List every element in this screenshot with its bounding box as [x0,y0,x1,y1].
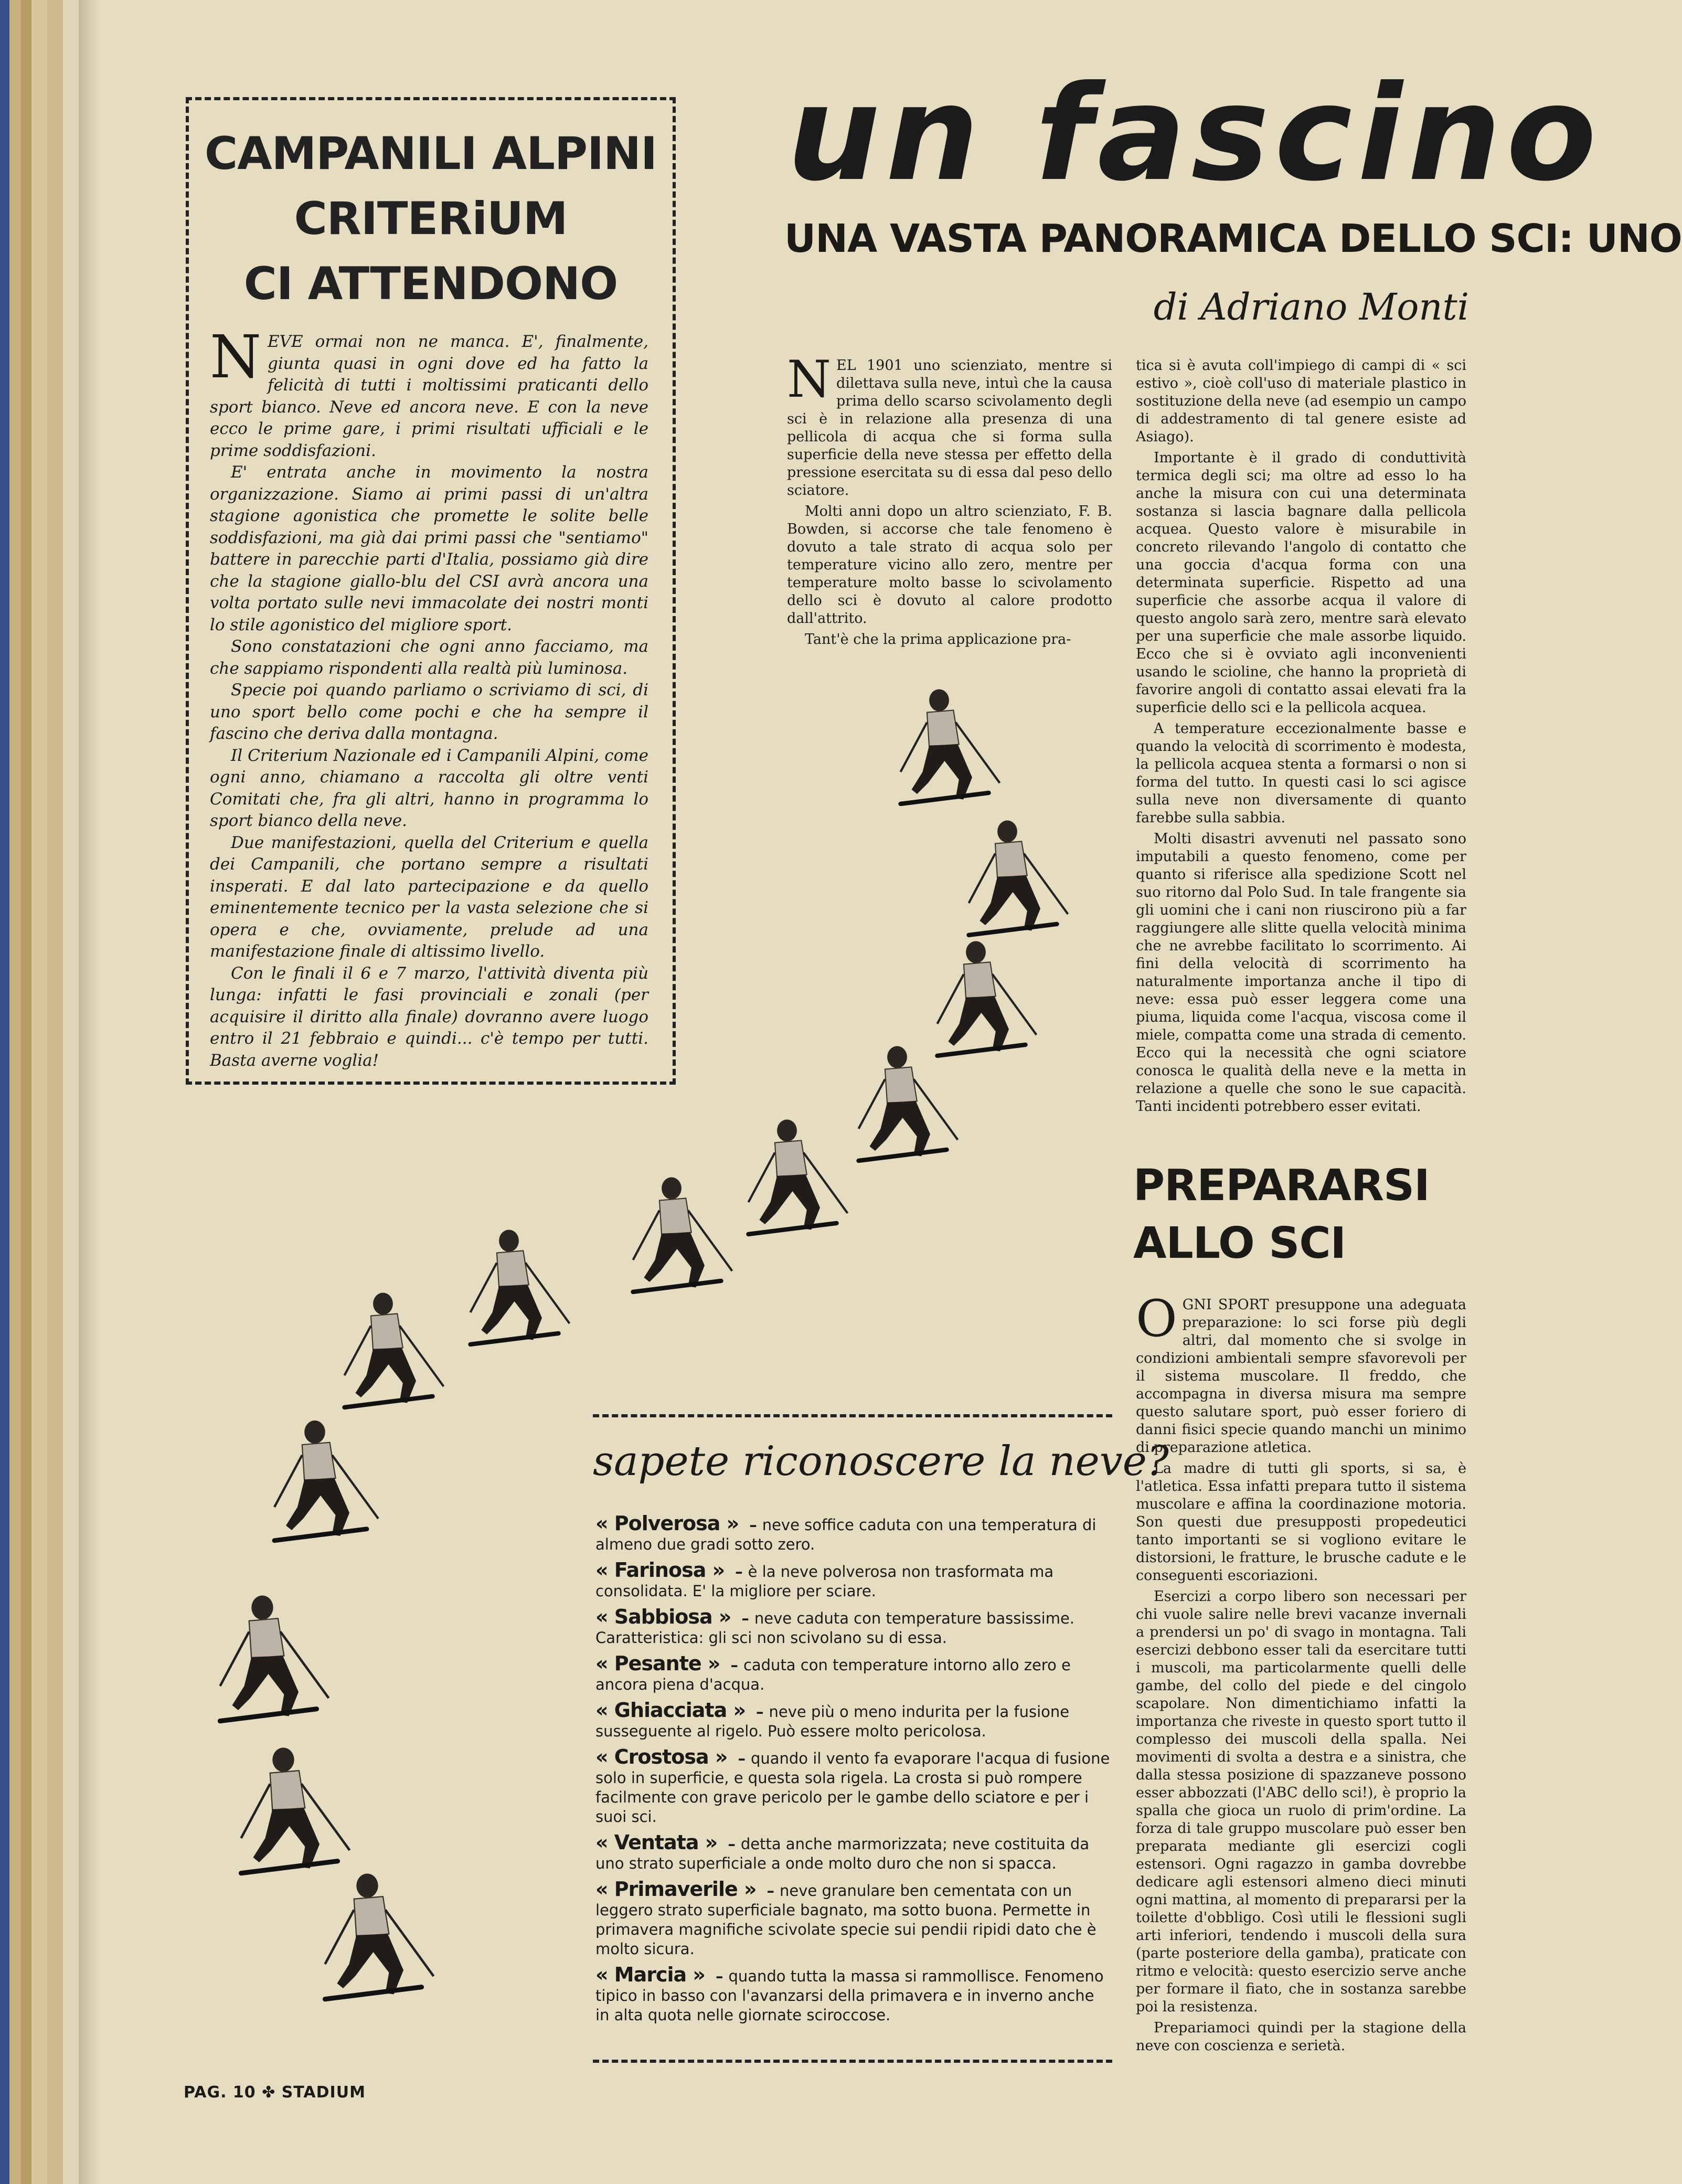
skier-figure [274,1420,378,1541]
prepararsi-paragraph: La madre di tutti gli sports, si sa, è l'atletica. Essa infatti prepara tutto il sistema muscolare e affina la coordinazione motoria. Son questi due presupposti propedeutici tanto importanti se si vogliono evitare le distorsioni, le fratture, le brusche cadute e le conseguenti escoriazioni. [1136,1460,1466,1584]
prepararsi-paragraph: Prepariamoci quindi per la stagione della neve con coscienza e serietà. [1136,2020,1466,2054]
prepararsi-title-line: ALLO SCI [1133,1218,1346,1268]
editorial-paragraph: Con le finali il 6 e 7 marzo, l'attività diventa più lunga: infatti le fasi provinciali e zonali (per acquisire il diritto alla finale) dovranno avere luogo entro il 21 febbraio e quindi... c'è tempo per tutti. Basta averne voglia! [210,963,648,1070]
magazine-binding [0,0,79,2184]
editorial-title [189,121,673,316]
snow-type-item: « Marcia » – quando tutta la massa si rammollisce. Fenomeno tipico in basso con l'avanzarsi della primavera e in inverno anche in alta quota nelle giornate sciroccose. [595,1963,1104,2024]
skier-figure [241,1748,350,1873]
editorial-box [186,97,676,1085]
editorial-paragraph: Specie poi quando parliamo o scriviamo di sci, di uno sport bello come pochi e che ha sempre il fascino che deriva dalla montagna. [210,681,648,743]
prepararsi-paragraph: OGNI SPORT presuppone una adeguata preparazione: lo sci forse più degli altri, dal momento che si svolge in condizioni ambientali sempre sfavorevoli per il sistema muscolare. Il freddo, che accompagna in diversa misura ma sempre questo salutare sport, può esser foriero di danni fisici specie quando manchi un minimo di preparazione atletica. [1136,1289,1466,1456]
skier-figure [471,1230,570,1344]
snow-type-item: « Ghiacciata » – neve più o meno indurita per la fusione susseguente al rigelo. Può essere molto pericolosa. [595,1699,1070,1740]
article-paragraph: Importante è il grado di conduttività termica degli sci; ma oltre ad esso lo ha anche la misura con cui una determinata sostanza si lascia bagnare dalla pellicola acquea. Questo valore è misurabile in concreto rilevando l'angolo di contatto che una goccia d'acqua forma con una determinata superficie. Rispetto ad una superficie che assorbe acqua il valore di questo angolo sarà zero, mentre sarà elevato per una superficie che male assorbe liquido. Ecco che si è ovviato agli inconvenienti usando le scioline, che hanno la proprietà di favorire angoli di contatto assai elevati fra la superficie dello sci e la pellicola acquea. [1136,450,1466,716]
sapete-top-rule [593,1414,1112,1417]
skier-figure [345,1293,444,1407]
skier-figure [220,1596,329,1721]
snow-type-item: « Polverosa » – neve soffice caduta con una temperatura di almeno due gradi sotto zero. [595,1512,1097,1553]
snow-types-list [595,1514,1112,2031]
skier-figure [938,941,1037,1056]
skier-figure [901,690,1000,804]
editorial-paragraph: Sono constatazioni che ogni anno facciamo, ma che sappiamo rispondenti alla realtà più luminosa. [210,637,648,678]
page-gutter-shadow [79,0,100,2184]
sapete-title: sapete riconoscere la neve? [593,1438,1169,1485]
editorial-paragraph: NEVE ormai non ne manca. E', finalmente, giunta quasi in ogni dove ed ha fatto la felicità di tutti i moltissimi praticanti dello sport bianco. Neve ed ancora neve. E con la neve ecco le prime gare, i primi risultati ufficiali e le prime soddisfazioni. [210,323,648,460]
article-subhead: UNA VASTA PANORAMICA DELLO SCI: UNO [784,216,1682,261]
prepararsi-title-line: PREPARARSI [1133,1161,1430,1211]
skier-figure [859,1046,958,1161]
prepararsi-column [1136,1289,1466,2058]
drop-cap: N [210,323,261,391]
snow-type-item: « Sabbiosa » – neve caduta con temperature bassissime. Caratteristica: gli sci non scivolano su di essa. [595,1605,1075,1647]
article-paragraph: NEL 1901 uno scienziato, mentre si dilettava sulla neve, intuì che la causa prima dello scarso scivolamento degli sci è in relazione alla presenza di una pellicola di acqua che si forma sulla superficie della neve stessa per effetto della pressione esercitata su di essa dal peso dello sciatore. [787,350,1112,499]
skier-figure [633,1178,732,1292]
snow-type-item: « Crostosa » – quando il vento fa evaporare l'acqua di fusione solo in superficie, e questa sola rigela. La crosta si può rompere facilmente con grave pericolo per le gambe dello sciatore e per i suoi sci. [595,1745,1110,1826]
editorial-paragraph: Due manifestazioni, quella del Criterium e quella dei Campanili, che portano sempre a risultati insperati. E dal lato partecipazione e da quello eminentemente tecnico per la vasta selezione che si opera e che, ovviamente, prelude ad una manifestazione finale di altissimo livello. [210,833,648,961]
editorial-title-line: CRITERiUM [294,193,568,245]
skier-figure [969,821,1068,935]
article-paragraph: Molti anni dopo un altro scienziato, F. B. Bowden, si accorse che tale fenomeno è dovuto a tale strato di acqua solo per temperature vicino allo zero, mentre per temperature molto basse lo scivolamento dello sci è dovuto al calore prodotto dall'attrito. [787,503,1112,627]
skier-figure [325,1874,434,1999]
editorial-title-line: CAMPANILI ALPINI [204,128,657,180]
snow-type-item: « Farinosa » – è la neve polverosa non trasformata ma consolidata. E' la migliore per sciare. [595,1559,1054,1600]
prepararsi-title [1133,1157,1469,1273]
article-paragraph: A temperature eccezionalmente basse e quando la velocità di scorrimento è modesta, la pellicola acquea stenta a formarsi o non si forma del tutto. In questi casi lo sci agisce sulla neve non diversamente di quanto farebbe sulla sabbia. [1136,720,1466,826]
article-paragraph: Tant'è che la prima applicazione pra- [805,631,1071,648]
snow-type-item: « Ventata » – detta anche marmorizzata; neve costituita da uno strato superficiale a onde molto duro che non si spacca. [595,1831,1090,1872]
editorial-body [210,323,648,1072]
editorial-paragraph: E' entrata anche in movimento la nostra organizzazione. Siamo ai primi passi di un'altra stagione agonistica che promette le solite belle soddisfazioni, ma già dai primi passi che "sentiamo" battere in parecchie parti d'Italia, possiamo già dire che la stagione giallo-blu del CSI avrà ancora una volta portato sulle nevi immacolate dei nostri monti lo stile agonistico del migliore sport. [210,463,648,634]
drop-cap: O [1136,1289,1177,1348]
snow-type-item: « Primaverile » – neve granulare ben cementata con un leggero strato superficiale bagnato, ma sotto buona. Permette in primavera magnifiche scivolate specie sui pendii ripidi dato che è molto sicura. [595,1878,1097,1958]
snow-type-item: « Pesante » – caduta con temperature intorno allo zero e ancora piena d'acqua. [595,1652,1071,1693]
page-footer: PAG. 10 ✤ STADIUM [184,2083,366,2102]
article-column-1 [787,350,1112,652]
editorial-title-line: CI ATTENDONO [243,258,618,310]
editorial-paragraph: Il Criterium Nazionale ed i Campanili Alpini, come ogni anno, chiamano a raccolta gli oltre venti Comitati che, fra gli altri, hanno in programma lo sport bianco della neve. [210,746,648,830]
drop-cap: N [787,350,831,409]
article-headline: un fascino [787,57,1602,210]
skier-figure [749,1120,848,1234]
article-paragraph: tica si è avuta coll'impiego di campi di « sci estivo », cioè coll'uso di materiale plastico in sostituzione della neve (ad esempio un campo di addestramento di tal genere esiste ad Asiago). [1136,357,1466,445]
prepararsi-paragraph: Esercizi a corpo libero son necessari per chi vuole salire nelle brevi vacanze invernali a prendersi un po' di svago in montagna. Tali esercizi debbono esser tali da esercitare tutti i muscoli, ma particolarmente quelli delle gambe, del collo del piede e del cingolo scapolare. Non dimentichiamo infatti la importanza che riveste in questo sport tutto il complesso dei muscoli della spalla. Nei movimenti di svolta a destra e a sinistra, che dalla stessa posizione di spazzaneve possono esser abbozzati (l'ABC dello sci!), è proprio la spalla che gioca un ruolo di prim'ordine. La forza di tale gruppo muscolare può esser ben preparata mediante gli esercizi cogli estensori. Ogni ragazzo in gamba dovrebbe dedicare agli estensori almeno dieci minuti ogni mattina, al momento di prepararsi per la toilette d'obbligo. Così utili le flessioni sugli arti inferiori, tendendo i muscoli della sura (parte posteriore della gamba), praticate con ritmo e velocità: questo esercizio serve anche per formare il fiato, che in sostanza sarebbe poi la resistenza. [1136,1588,1466,2015]
article-paragraph: Molti disastri avvenuti nel passato sono imputabili a questo fenomeno, come per quanto si riferisce alla spedizione Scott nel suo ritorno dal Polo Sud. In tale frangente sia gli uomini che i cani non riuscirono più a far raggiungere alle slitte quella velocità minima che ne avrebbe facilitato lo scorrimento. Ai fini della velocità di scorrimento ha naturalmente importanza anche il tipo di neve: essa può esser leggera come una piuma, liquida come l'acqua, viscosa come il miele, compatta come una strada di cemento. Ecco qui la necessità che ogni sciatore conosca le qualità della neve e la metta in relazione a quelle che sono le sue capacità. Tanti incidenti potrebbero esser evitati. [1136,831,1466,1115]
article-column-2 [1136,357,1466,1119]
article-byline: di Adriano Monti [1153,285,1469,328]
sapete-bottom-rule [593,2060,1112,2063]
